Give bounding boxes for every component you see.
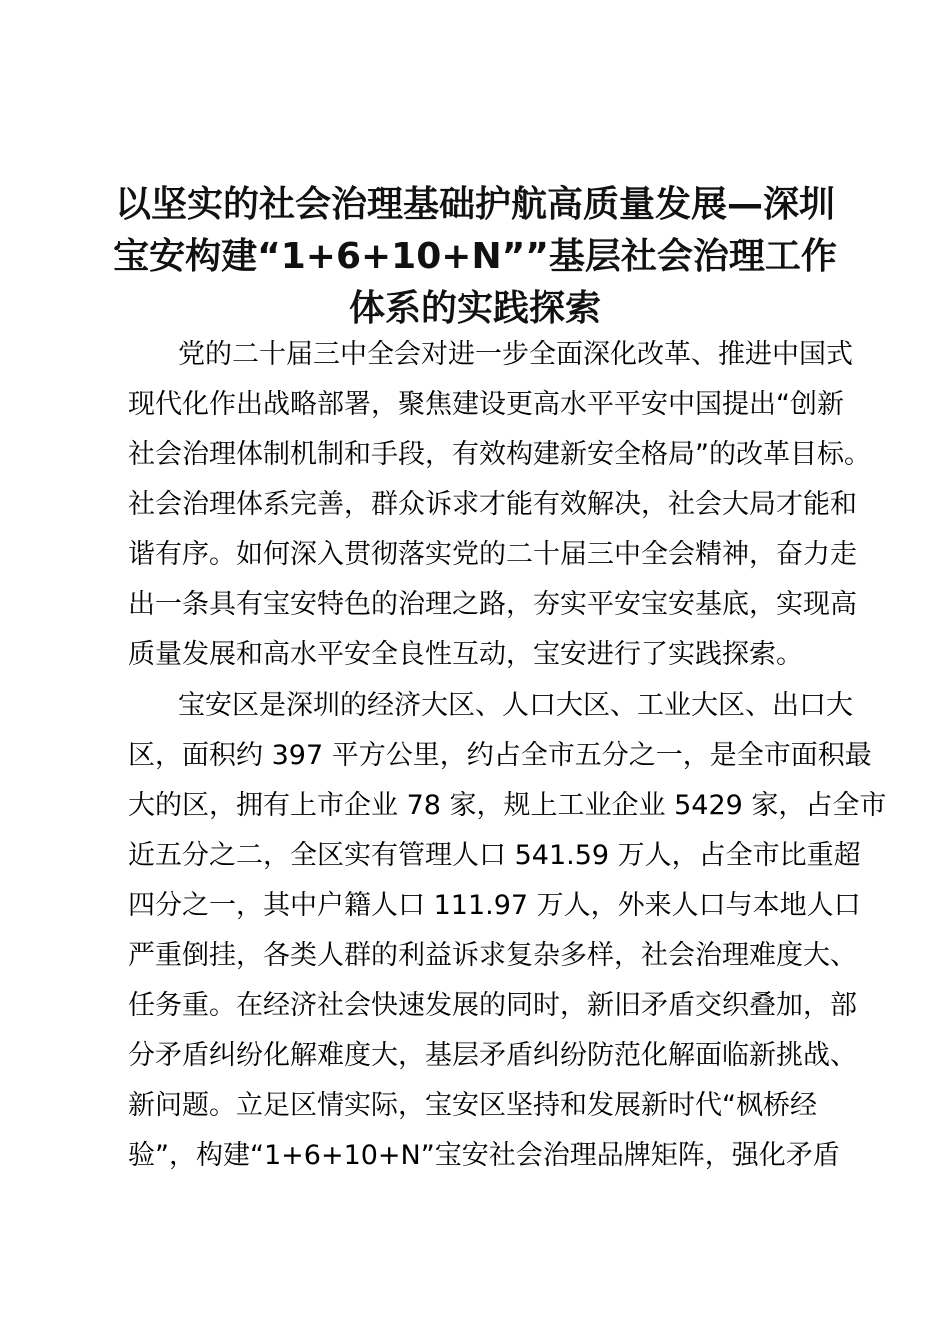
paragraph-1-line-2: 现代化作出战略部署，聚焦建设更高水平平安中国提出“创新 [128,389,844,420]
paragraph-1-line-4: 社会治理体系完善，群众诉求才能有效解决，社会大局才能和 [128,489,857,520]
document-title-line-2: 宝安构建“1+6+10+N””基层社会治理工作 [113,236,837,277]
paragraph-1-line-6: 出一条具有宝安特色的治理之路，夯实平安宝安基底，实现高 [128,589,857,620]
paragraph-1-line-3: 社会治理体制机制和手段，有效构建新安全格局”的改革目标。 [128,439,871,470]
paragraph-2-line-6: 严重倒挂，各类人群的利益诉求复杂多样，社会治理难度大、 [128,940,857,971]
paragraph-2-line-9: 新问题。立足区情实际，宝安区坚持和发展新时代“枫桥经 [128,1090,817,1121]
paragraph-2-line-7: 任务重。在经济社会快速发展的同时，新旧矛盾交织叠加，部 [128,990,857,1021]
paragraph-1-line-5: 谐有序。如何深入贯彻落实党的二十届三中全会精神，奋力走 [128,539,857,570]
paragraph-1-line-7: 质量发展和高水平安全良性互动，宝安进行了实践探索。 [128,639,803,670]
paragraph-2-line-1: 宝安区是深圳的经济大区、人口大区、工业大区、出口大 [178,690,853,721]
document-title-line-1: 以坚实的社会治理基础护航高质量发展—深圳 [114,184,835,225]
paragraph-2-line-8: 分矛盾纠纷化解难度大，基层矛盾纠纷防范化解面临新挑战、 [128,1040,857,1071]
paragraph-2-line-10: 验”，构建“1+6+10+N”宝安社会治理品牌矩阵，强化矛盾 [128,1140,840,1171]
document-title-line-3: 体系的实践探索 [348,288,601,329]
paragraph-1-line-1: 党的二十届三中全会对进一步全面深化改革、推进中国式 [178,339,853,370]
paragraph-2-line-4: 近五分之二，全区实有管理人口 541.59 万人，占全市比重超 [128,840,861,871]
paragraph-2-line-5: 四分之一，其中户籍人口 111.97 万人，外来人口与本地人口 [128,890,861,921]
paragraph-2-line-3: 大的区，拥有上市企业 78 家，规上工业企业 5429 家，占全市 [128,790,887,821]
paragraph-2-line-2: 区，面积约 397 平方公里，约占全市五分之一，是全市面积最 [128,740,872,771]
